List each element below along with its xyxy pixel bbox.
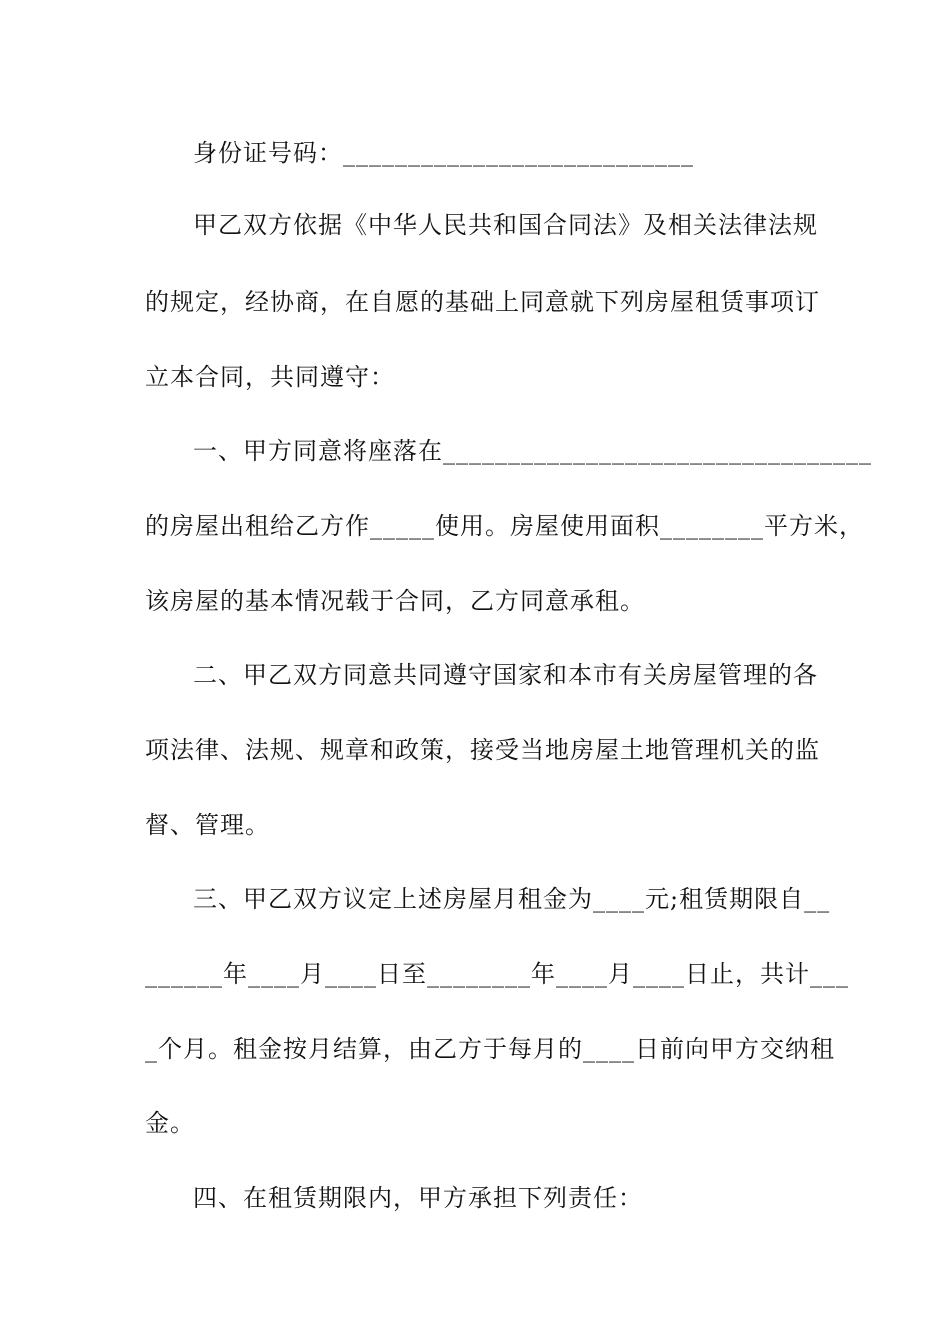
clause-2-line-3: 督、管理。	[145, 811, 270, 839]
id-number-line: 身份证号码：___________________________	[193, 139, 694, 167]
preamble-line-1: 甲乙双方依据《中华人民共和国合同法》及相关法律法规	[193, 211, 818, 239]
clause-1-line-2: 的房屋出租给乙方作_____使用。房屋使用面积________平方米，	[145, 512, 864, 540]
clause-2-line-2: 项法律、法规、规章和政策，接受当地房屋土地管理机关的监	[145, 736, 820, 764]
clause-1-line-3: 该房屋的基本情况载于合同，乙方同意承租。	[145, 587, 645, 615]
preamble-line-3: 立本合同，共同遵守：	[145, 363, 395, 391]
clause-2-line-1: 二、甲乙双方同意共同遵守国家和本市有关房屋管理的各	[193, 661, 818, 689]
clause-1-line-1: 一、甲方同意将座落在_________________________________	[193, 437, 872, 465]
clause-3-line-2: ______年____月____日至________年____月____日止，共计___	[145, 960, 849, 988]
preamble-line-2: 的规定，经协商，在自愿的基础上同意就下列房屋租赁事项订	[145, 288, 820, 316]
clause-3-line-1: 三、甲乙双方议定上述房屋月租金为____元;租赁期限自__	[193, 885, 831, 913]
clause-4-line-1: 四、在租赁期限内，甲方承担下列责任：	[193, 1184, 643, 1212]
clause-3-line-3: _个月。租金按月结算，由乙方于每月的____日前向甲方交纳租	[145, 1035, 835, 1063]
clause-3-line-4: 金。	[145, 1109, 195, 1137]
